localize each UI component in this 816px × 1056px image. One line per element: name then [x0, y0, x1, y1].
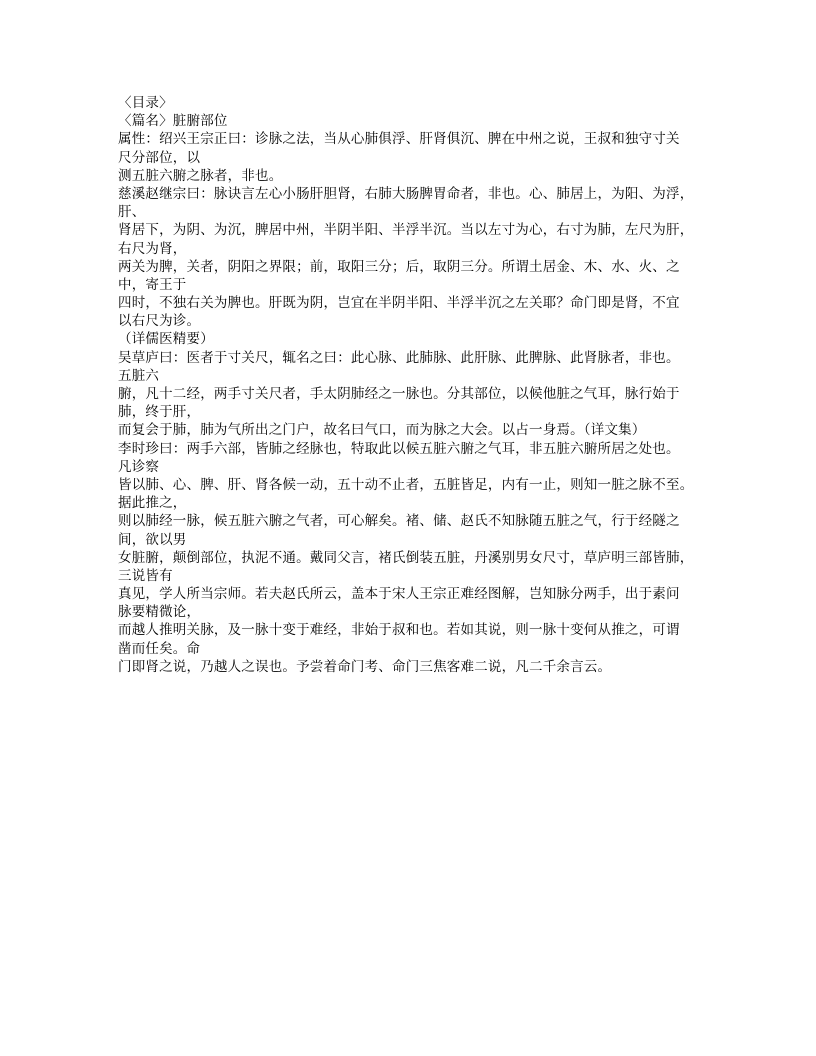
text-line: 以右尺为诊。 [118, 313, 201, 330]
text-line: 则以肺经一脉，候五脏六腑之气者，可心解矣。褚、储、赵氏不知脉随五脏之气，行于经隧之 [118, 513, 680, 530]
text-line: 凿而任矣。命 [118, 640, 201, 657]
text-line: 肾居下，为阴、为沉，脾居中州，半阴半阳、半浮半沉。当以左寸为心，右寸为肺，左尺为肝， [118, 222, 694, 239]
chapter-title: 〈篇名〉脏腑部位 [118, 113, 228, 130]
text-line: 女脏腑，颠倒部位，执泥不通。戴同父言，褚氏倒装五脏，丹溪别男女尺寸，草庐明三部皆肺， [118, 549, 694, 566]
text-line: 尺分部位，以 [118, 149, 201, 166]
text-line: 肝、 [118, 204, 146, 221]
text-line: 凡诊察 [118, 458, 160, 475]
text-line: 而越人推明关脉，及一脉十变于难经，非始于叔和也。若如其说，则一脉十变何从推之，可谓 [118, 622, 680, 639]
text-line: 门即肾之说，乃越人之误也。予尝着命门考、命门三焦客难二说，凡二千余言云。 [118, 658, 612, 675]
text-line: 而复会于肺，肺为气所出之门户，故名曰气口，而为脉之大会。以占一身焉。（详文集） [118, 422, 646, 439]
text-line: 两关为脾，关者，阴阳之界限；前，取阳三分；后，取阴三分。所谓土居金、木、水、火、之 [118, 258, 680, 275]
text-line: 李时珍曰：两手六部，皆肺之经脉也，特取此以候五脏六腑之气耳，非五脏六腑所居之处也。 [118, 440, 680, 457]
text-line: 脉要精微论， [118, 604, 201, 621]
citation-line: （详儒医精要） [118, 331, 214, 348]
text-line: 腑，凡十二经，两手寸关尺者，手太阴肺经之一脉也。分其部位，以候他脏之气耳，脉行始于 [118, 386, 680, 402]
text-line: 肺，终于肝， [118, 404, 201, 421]
text-line: 吴草庐曰：医者于寸关尺，辄名之曰：此心脉、此肺脉、此肝脉、此脾脉、此肾脉者，非也。 [118, 349, 680, 366]
toc-marker: 〈目录〉 [118, 95, 173, 111]
text-line: 四时，不独右关为脾也。肝既为阴，岂宜在半阴半阳、半浮半沉之左关耶？命门即是肾，不宜 [118, 295, 680, 312]
text-line: 五脏六 [118, 367, 160, 384]
text-line: 皆以肺、心、脾、肝、肾各候一动，五十动不止者，五脏皆足，内有一止，则知一脏之脉不至。 [118, 476, 694, 493]
text-line: 中，寄王于 [118, 276, 187, 293]
text-line: 三说皆有 [118, 567, 173, 584]
text-line: 据此推之， [118, 495, 187, 512]
text-line: 间，欲以男 [118, 531, 187, 548]
text-line: 属性：绍兴王宗正曰：诊脉之法，当从心肺俱浮、肝肾俱沉、脾在中州之说，王叔和独守寸关 [118, 131, 680, 148]
text-line: 慈溪赵继宗曰：脉诀言左心小肠肝胆肾，右肺大肠脾胃命者，非也。心、肺居上，为阳、为浮， [118, 185, 694, 202]
text-line: 真见，学人所当宗师。若夫赵氏所云，盖本于宋人王宗正难经图解，岂知脉分两手，出于素问 [118, 586, 680, 603]
text-line: 测五脏六腑之脉者，非也。 [118, 167, 283, 184]
document-page [118, 94, 708, 676]
text-line: 右尺为肾， [118, 240, 187, 257]
